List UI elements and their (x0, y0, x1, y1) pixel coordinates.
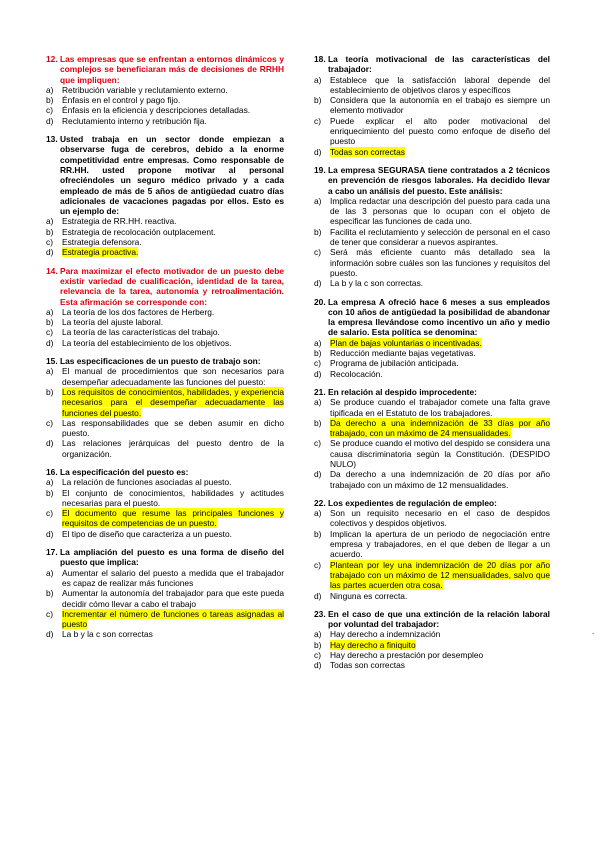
answer-option (314, 640, 550, 650)
question-title (314, 297, 550, 338)
option-letter: c) (46, 417, 53, 428)
option-text: La relación de funciones asociadas al puesto. (62, 477, 232, 488)
answer-option (314, 227, 550, 248)
answer-option (46, 237, 284, 247)
answer-option (314, 95, 550, 116)
option-text: Se produce cuando el trabajador comete una falta grave tipificada en el Estatuto de los trabajadores. (330, 397, 550, 418)
question-number: 21. (314, 386, 326, 397)
answer-option (314, 348, 550, 358)
option-text: Aumentar la autonomía del trabajador para que este pueda decidir cómo llevar a cabo el trabajo (62, 588, 284, 609)
question-title (46, 266, 284, 307)
answer-option (46, 387, 284, 418)
answer-option (46, 338, 284, 348)
question-18 (314, 54, 550, 157)
answer-option (314, 147, 550, 157)
option-letter: b) (46, 95, 54, 106)
option-letter: a) (314, 629, 322, 640)
option-letter: a) (46, 477, 54, 488)
answer-option (46, 588, 284, 609)
option-text: Programa de jubilación anticipada. (330, 358, 459, 369)
answer-option (314, 508, 550, 529)
question-number: 15. (46, 356, 58, 367)
option-text: Estrategia defensora. (62, 237, 142, 248)
answer-option (314, 75, 550, 96)
question-title (46, 547, 284, 568)
answer-option (314, 529, 550, 560)
question-number: 18. (314, 54, 326, 64)
option-letter: d) (314, 278, 322, 289)
question-text: La ampliación del puesto es una forma de diseño del puesto que implica: (60, 547, 284, 568)
option-letter: b) (314, 95, 322, 106)
option-letter: c) (314, 650, 321, 661)
highlight: Los requisitos de conocimientos, habilidades, y experiencia necesarios para el desempeñar adecuadamente las funciones del puesto. (62, 386, 284, 418)
highlighted-answer-text (62, 387, 284, 418)
option-letter: a) (46, 306, 54, 317)
question-title (314, 54, 550, 75)
question-16 (46, 467, 284, 539)
question-21 (314, 387, 550, 490)
option-text: El manual de procedimientos que son necesarios para desempeñar adecuadamente las funciones del puesto: (62, 366, 284, 387)
option-letter: d) (314, 368, 322, 379)
right-column (314, 54, 550, 679)
answer-option (314, 369, 550, 379)
option-letter: c) (46, 105, 53, 116)
option-letter: b) (314, 348, 322, 359)
option-letter: a) (314, 195, 322, 206)
option-text: Énfasis en la eficiencia y descripciones detalladas. (62, 105, 251, 116)
question-title (314, 165, 550, 196)
option-letter: a) (46, 366, 54, 377)
question-title (314, 498, 550, 508)
answer-option (314, 591, 550, 601)
question-text: Los expedientes de regulación de empleo: (328, 497, 497, 508)
option-text: Aumentar el salario del puesto a medida que el trabajador es capaz de realizar más funciones (62, 567, 284, 588)
option-text: La b y la c son correctas (62, 629, 153, 640)
answer-option (46, 508, 284, 529)
question-number: 16. (46, 466, 58, 477)
option-letter: c) (314, 247, 321, 258)
option-letter: a) (314, 337, 322, 348)
option-text: Hay derecho a prestación por desempleo (330, 650, 484, 661)
answer-option (46, 247, 284, 257)
question-text: En relación al despido improcedente: (328, 386, 477, 397)
answer-option (46, 477, 284, 487)
question-text: La empresa SEGURASA tiene contratados a 2 técnicos en prevención de riesgos laborales. Ha decidido llevar a cabo un análisis del puesto. Este análisis: (328, 164, 550, 196)
option-letter: c) (314, 559, 321, 570)
highlight: Plan de bajas voluntarias o incentivadas. (330, 337, 482, 348)
option-letter: c) (314, 358, 321, 369)
option-text: Las responsabilidades que se deben asumir en dicho puesto. (62, 417, 284, 439)
question-13 (46, 134, 284, 258)
option-text: Da derecho a una indemnización de 20 días por año trabajado con un máximo de 12 mensualidades. (330, 469, 550, 490)
option-text: Todas son correctas (330, 660, 405, 671)
question-number: 17. (46, 547, 58, 558)
option-letter: a) (314, 74, 322, 85)
option-letter: d) (46, 115, 54, 126)
highlighted-answer-text (330, 640, 550, 650)
answer-option (46, 307, 284, 317)
highlight: Todas son correctas (330, 146, 405, 157)
question-title (46, 54, 284, 85)
option-text: El conjunto de conocimientos, habilidades y actitudes necesarias para el puesto. (62, 487, 284, 508)
highlight: Plantean por ley una indemnización de 20 días por año trabajado con un máximo de 12 mensualidades, salvo que las partes acuerden otra cosa. (330, 559, 550, 591)
option-text: Implica redactar una descripción del puesto para cada una de las 3 personas que lo ocupan con el objeto de especificar las funciones de cada uno. (330, 195, 550, 227)
answer-option (46, 216, 284, 226)
option-text: Considera que la autonomía en el trabajo es siempre un elemento motivador (330, 95, 550, 116)
answer-option (314, 196, 550, 227)
option-letter: b) (46, 487, 54, 498)
option-letter: c) (314, 115, 321, 126)
answer-option (46, 327, 284, 337)
option-text: Estrategia de RR.HH. reactiva. (62, 216, 177, 227)
answer-option (314, 116, 550, 147)
answer-option (314, 438, 550, 469)
option-text: Las relaciones jerárquicas del puesto dentro de la organización. (62, 438, 284, 459)
option-letter: b) (314, 639, 322, 650)
option-letter: d) (46, 438, 54, 449)
option-letter: d) (314, 590, 322, 601)
option-text: Recolocación. (330, 368, 383, 379)
answer-option (46, 609, 284, 630)
answer-option (314, 338, 550, 348)
option-letter: d) (46, 247, 54, 258)
option-text: Se produce cuando el motivo del despido se considera una causa discriminatoria según la Constitución. (DESPIDO NULO) (330, 438, 550, 469)
option-letter: b) (314, 226, 322, 237)
answer-option (46, 317, 284, 327)
option-text: La teoría del ajuste laboral. (62, 317, 164, 328)
option-text: La teoría del establecimiento de los objetivos. (62, 337, 232, 348)
answer-option (46, 418, 284, 439)
question-number: 23. (314, 608, 326, 619)
question-23 (314, 609, 550, 671)
answer-option (314, 358, 550, 368)
option-text: Énfasis en el control y pago fijo. (62, 95, 181, 106)
highlighted-answer-text (330, 147, 550, 157)
answer-option (46, 95, 284, 105)
option-letter: d) (46, 629, 54, 640)
left-column (46, 54, 284, 648)
highlighted-answer-text (62, 247, 284, 257)
highlighted-answer-text (62, 609, 284, 630)
question-22 (314, 498, 550, 601)
question-text: En el caso de que una extinción de la relación laboral por voluntad del trabajador: (328, 608, 550, 630)
option-letter: d) (314, 469, 322, 480)
answer-option (46, 438, 284, 459)
option-letter: c) (314, 438, 321, 449)
option-letter: d) (46, 528, 54, 539)
highlighted-answer-text (330, 560, 550, 591)
option-text: Retribución variable y reclutamiento externo. (62, 84, 228, 95)
option-letter: b) (314, 528, 322, 539)
question-text: La empresa A ofreció hace 6 meses a sus empleados con 10 años de antigüedad la posibilidad de abandonar la empresa llevándose como incentivo un año y medio de salario. Esta política se denomina: (328, 296, 550, 338)
option-letter: b) (46, 317, 54, 328)
option-letter: a) (314, 397, 322, 408)
option-letter: a) (46, 84, 54, 95)
answer-option (314, 650, 550, 660)
question-15 (46, 356, 284, 459)
answer-option (314, 469, 550, 490)
question-12 (46, 54, 284, 126)
question-text: Las especificaciones de un puesto de trabajo son: (60, 356, 261, 367)
answer-option (46, 529, 284, 539)
question-title (46, 467, 284, 477)
option-letter: b) (314, 417, 322, 428)
question-title (314, 609, 550, 630)
option-letter: d) (46, 337, 54, 348)
answer-option (46, 116, 284, 126)
option-text: Puede explicar el alto poder motivacional del enriquecimiento del puesto como enfoque de diseño del puesto (330, 115, 550, 147)
answer-option (46, 85, 284, 95)
option-text: Son un requisito necesario en el caso de despidos colectivos y despidos objetivos. (330, 508, 550, 529)
highlighted-answer-text (62, 508, 284, 529)
answer-option (46, 488, 284, 509)
option-letter: b) (46, 226, 54, 237)
option-letter: c) (46, 327, 53, 338)
option-text: La teoría de los dos factores de Herberg. (62, 306, 215, 317)
option-text: La teoría de las características del trabajo. (62, 327, 220, 338)
question-20 (314, 297, 550, 379)
highlight: Hay derecho a finiquito (330, 639, 416, 650)
option-text: Será más eficiente cuanto más detallado sea la información sobre cuáles son las funciones y requisitos del puesto. (330, 247, 550, 278)
answer-option (314, 278, 550, 288)
highlighted-answer-text (330, 418, 550, 439)
question-title (46, 134, 284, 216)
answer-option (46, 227, 284, 237)
question-number: 13. (46, 134, 58, 145)
question-text: La teoría motivacional de las características del trabajador: (328, 54, 550, 75)
option-text: Hay derecho a indemnización (330, 629, 441, 640)
option-text: Reducción mediante bajas vegetativas. (330, 348, 476, 359)
question-17 (46, 547, 284, 640)
question-title (46, 356, 284, 366)
option-letter: d) (314, 660, 322, 671)
highlight: Estrategia proactiva. (62, 247, 139, 258)
answer-option (46, 366, 284, 387)
answer-option (314, 560, 550, 591)
option-text: La b y la c son correctas. (330, 278, 424, 289)
question-text: Para maximizar el efecto motivador de un puesto debe existir variedad de cualificación, identidad de la tarea, relevancia de la tarea, autonomía y retroalimentación. Esta afirmación se corresponde con: (60, 265, 284, 307)
answer-option (46, 568, 284, 589)
answer-option (46, 629, 284, 639)
option-letter: b) (46, 386, 54, 397)
option-text: El tipo de diseño que caracteriza a un puesto. (62, 528, 232, 539)
question-text: La especificación del puesto es: (60, 466, 189, 477)
question-19 (314, 165, 550, 289)
question-number: 22. (314, 497, 326, 508)
option-text: Implican la apertura de un periodo de negociación entre empresa y trabajadores, en el que deben de llegar a un acuerdo. (330, 528, 550, 560)
answer-option (314, 629, 550, 639)
answer-option (314, 660, 550, 670)
option-letter: c) (46, 608, 53, 619)
answer-option (46, 105, 284, 115)
question-number: 19. (314, 164, 326, 175)
question-text: Usted trabaja en un sector donde empiezan a observarse fuga de cerebros, debido a la enorme competitividad entre empresas. Como responsable de RR.HH. usted propone motivar al personal ofreciéndoles un seguro médico privado y a cada empleado de más de 5 años de antigüedad cuatro días adicionales de vacaciones pagadas por ellos. Esto es un ejemplo de: (60, 134, 284, 217)
option-letter: a) (46, 567, 54, 578)
side-mark: . (592, 627, 595, 636)
question-title (314, 387, 550, 397)
question-text: Las empresas que se enfrentan a entornos dinámicos y complejos se beneficiaran más de decisiones de RRHH que impliquen: (60, 54, 284, 85)
option-letter: a) (314, 508, 322, 519)
option-text: Ninguna es correcta. (330, 590, 408, 601)
answer-option (314, 397, 550, 418)
question-14 (46, 266, 284, 348)
option-letter: c) (46, 508, 53, 519)
question-number: 12. (46, 54, 58, 64)
option-text: Facilita el reclutamiento y selección de personal en el caso de tener que considerar a nuevos aspirantes. (330, 226, 550, 248)
highlight: Da derecho a una indemnización de 33 días por año trabajado, con un máximo de 24 mensualidades. (330, 417, 550, 439)
option-text: Estrategia de recolocación outplacement. (62, 226, 216, 237)
highlight: Incrementar el número de funciones o tareas asignadas al puesto (62, 608, 284, 630)
question-number: 14. (46, 265, 58, 276)
answer-option (314, 247, 550, 278)
option-text: Establece que la satisfacción laboral depende del establecimiento de objetivos claros y específicos (330, 74, 550, 95)
highlight: El documento que resume las principales funciones y requisitos de competencias de un puesto. (62, 508, 284, 529)
option-letter: b) (46, 588, 54, 599)
option-letter: d) (314, 146, 322, 157)
question-number: 20. (314, 296, 326, 307)
answer-option (314, 418, 550, 439)
highlighted-answer-text (330, 338, 550, 348)
option-letter: c) (46, 237, 53, 248)
option-text: Reclutamiento interno y retribución fija. (62, 115, 207, 126)
option-letter: a) (46, 216, 54, 227)
